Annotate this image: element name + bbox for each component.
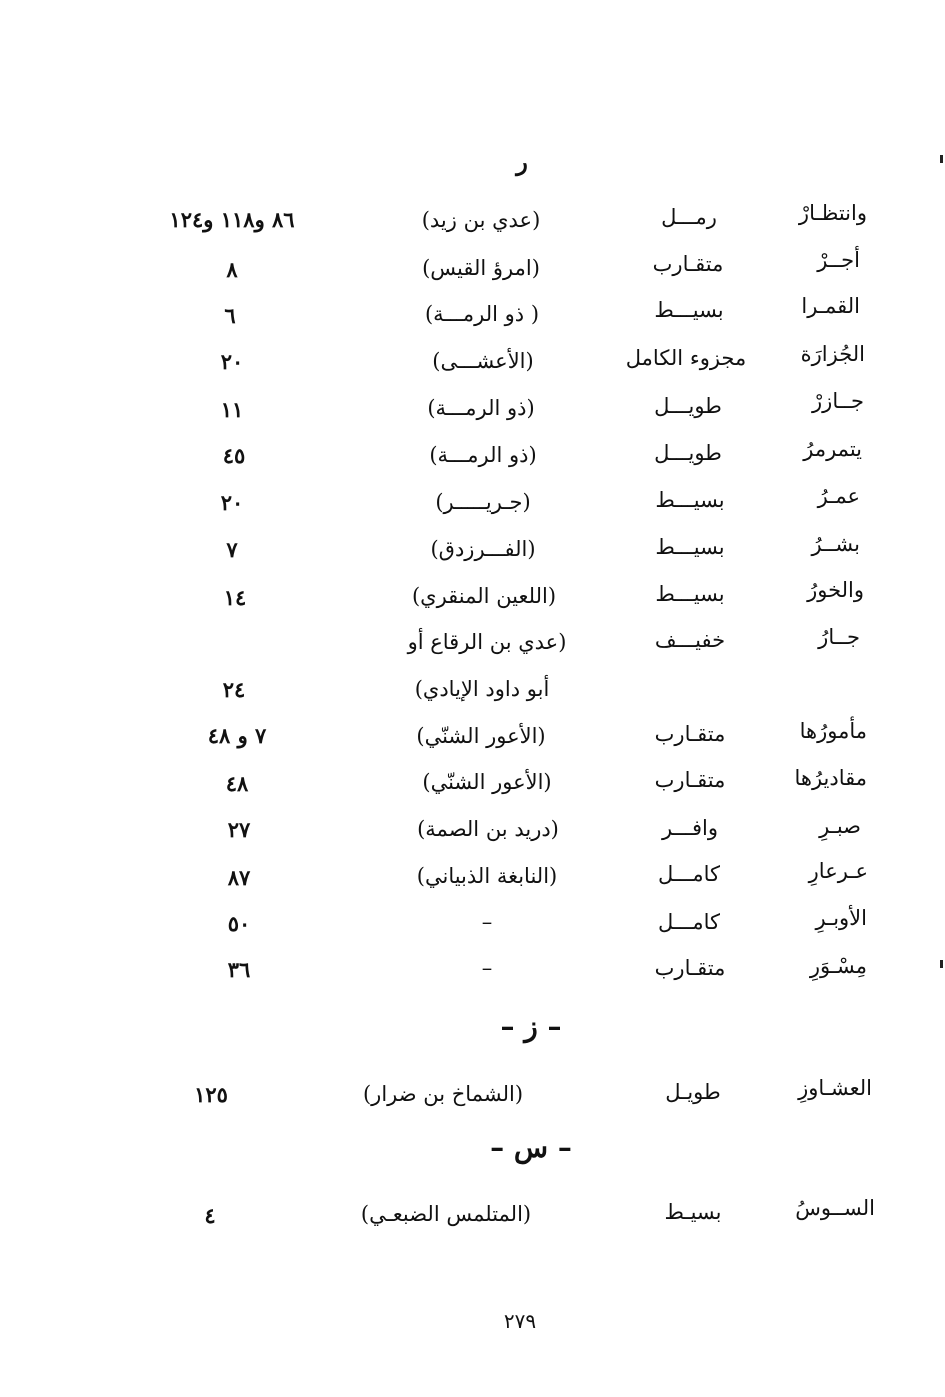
page-refs: ٨ [226, 257, 238, 282]
scan-edge-mark [940, 155, 943, 163]
page-refs: ١١ [220, 397, 244, 422]
rhyme-word: عـرعارِ [808, 859, 868, 883]
poet: (دريد بن الصمة) [417, 817, 559, 841]
poet: أبو داود الإيادي) [414, 677, 550, 701]
rhyme-word: الأوبـرِ [815, 906, 867, 930]
meter: بسيـــط [654, 298, 724, 322]
poet: (جـريـــــر) [435, 490, 531, 514]
poet: (اللعين المنقري) [411, 584, 557, 608]
rhyme-word: جــازرْ [812, 389, 864, 413]
poet: (النابغة الذبياني) [416, 864, 558, 888]
page-refs: ٤٥ [222, 443, 246, 468]
page-refs: ٢٠ [220, 490, 244, 515]
poet: (عدي بن الرقاع أو [407, 630, 567, 654]
page-refs: ٣٦ [227, 957, 251, 982]
page-refs: ٤٨ [225, 771, 249, 796]
page-refs: ٢٤ [222, 677, 246, 702]
meter: وافـــر [661, 816, 719, 840]
page-refs: ٦ [224, 303, 236, 328]
rhyme-word: الســوسُ [795, 1196, 875, 1220]
poet: (الأعور الشنّي) [422, 770, 552, 794]
scan-edge-mark [940, 960, 943, 968]
meter: خفيـــف [654, 628, 726, 652]
meter: كامـــل [657, 862, 721, 886]
poet: (عدي بن زيد) [421, 208, 541, 232]
poet: (امرؤ القيس) [422, 256, 540, 280]
meter: متقـارب [654, 956, 726, 980]
rhyme-word: القمـرا [801, 294, 860, 318]
rhyme-word: صبـرِ [819, 814, 861, 838]
meter: بسيـــط [655, 488, 725, 512]
page-number: ٢٧٩ [503, 1309, 537, 1333]
rhyme-word: مقاديرُها [794, 766, 867, 790]
meter: متقـارب [654, 722, 726, 746]
poet: (ذو الرمـــة) [427, 396, 535, 420]
rhyme-word: عمـرُ [817, 484, 860, 508]
poet: (المتلمس الضبعـي) [360, 1202, 532, 1226]
meter: متقـارب [652, 252, 724, 276]
rhyme-word: مِسْـوَرِ [809, 954, 867, 978]
rhyme-word: مأمورُها [799, 719, 867, 743]
page-refs: ٤ [204, 1203, 216, 1228]
rhyme-word: الجُزارَة [800, 342, 865, 366]
meter: طويـــل [654, 394, 722, 418]
section-header-ra: ر [516, 147, 528, 176]
poet: – [481, 910, 493, 934]
page-refs: ٧ [226, 537, 238, 562]
poet: (الأعشـــى) [432, 349, 534, 373]
poet: (الأعور الشنّي) [416, 724, 546, 748]
section-header-zay: – ز – [500, 1010, 562, 1043]
meter: طويـــل [654, 441, 722, 465]
poet: (الشماخ بن ضرار) [362, 1082, 524, 1106]
section-header-sin: – س – [490, 1131, 572, 1164]
page-refs: ٢٠ [220, 349, 244, 374]
page-refs: ٨٧ [227, 865, 251, 890]
meter: رمـــل [661, 205, 717, 229]
rhyme-word: العشـاوزِ [798, 1076, 872, 1100]
rhyme-word: جــارُ [818, 625, 860, 649]
page-refs: ٧ و ٤٨ [207, 723, 267, 748]
meter: طويـل [665, 1080, 721, 1104]
poet: – [481, 956, 493, 980]
meter: متقـارب [654, 768, 726, 792]
rhyme-word: بشــرُ [811, 532, 860, 556]
rhyme-word: يتمرمرُ [803, 437, 862, 461]
rhyme-word: وانتظـارْ [798, 201, 867, 225]
page-refs: ٢٧ [227, 817, 251, 842]
page-refs: ١٤ [223, 585, 247, 610]
meter: بسيـــط [655, 535, 725, 559]
meter: مجزوء الكامل [625, 346, 747, 370]
page-refs: ١٢٥ [194, 1082, 228, 1107]
poet: (الفـــرزدق) [430, 537, 536, 561]
rhyme-word: والخورُ [807, 578, 864, 602]
meter: بسيـــط [655, 582, 725, 606]
page-refs: ٥٠ [227, 911, 251, 936]
rhyme-word: أجــرْ [817, 248, 860, 272]
poet: ( ذو الرمـــة) [424, 302, 540, 326]
meter: بسيـط [664, 1200, 722, 1224]
meter: كامـــل [657, 910, 721, 934]
poet: (ذو الرمـــة) [429, 443, 537, 467]
page-refs: ٨٦ و١١٨ و١٢٤ [169, 207, 295, 232]
